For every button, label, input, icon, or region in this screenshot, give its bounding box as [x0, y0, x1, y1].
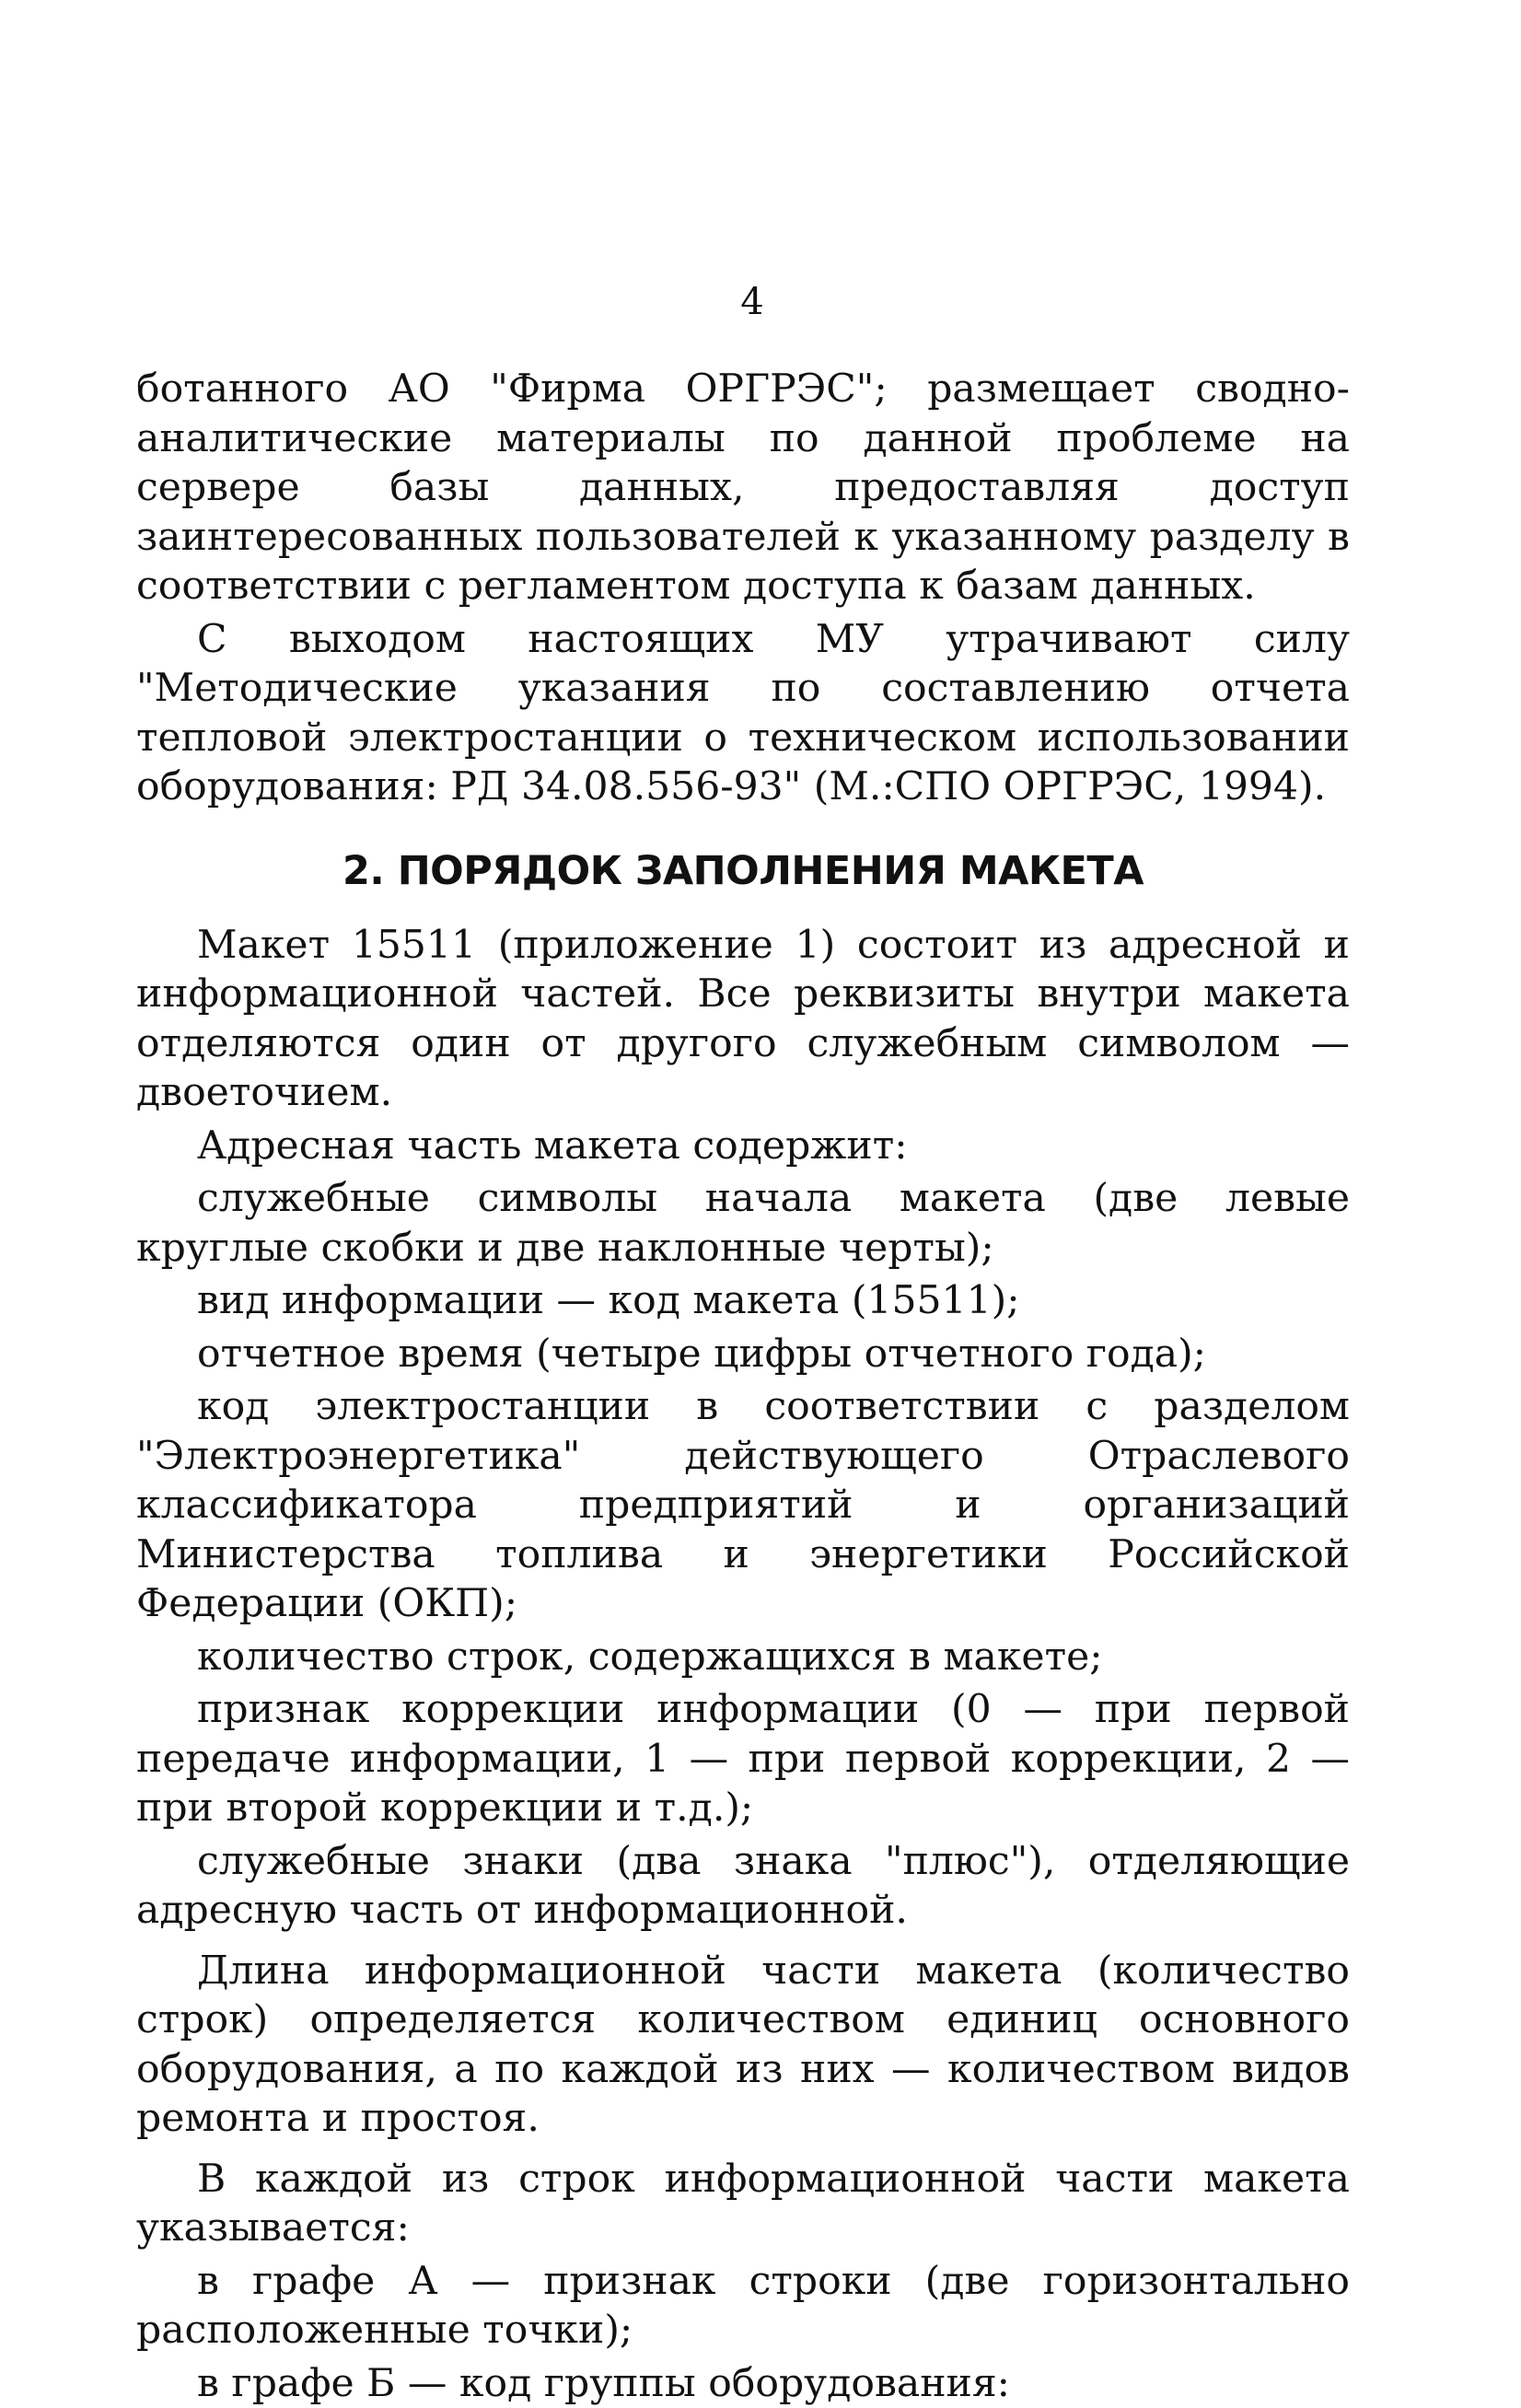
list-item: код электростанции в соответствии с разделом "Электроэнергетика" действующего Отраслевого классификатора предприятий и организаций Министерства топлива и энергетики Российской Федерации (ОКП); — [136, 1382, 1350, 1629]
list-item: служебные символы начала макета (две левые круглые скобки и две наклонные черты); — [136, 1174, 1350, 1273]
paragraph-info-length: Длина информационной части макета (количество строк) определяется количеством единиц основного оборудования, а по каждой из них — количеством видов ремонта и простоя. — [136, 1947, 1350, 2144]
paragraph-row-contents: В каждой из строк информационной части макета указывается: — [136, 2155, 1350, 2253]
list-item: вид информации — код макета (15511); — [136, 1276, 1350, 1326]
list-item: отчетное время (четыре цифры отчетного года); — [136, 1330, 1350, 1379]
paragraph-continuation: ботанного АО "Фирма ОРГРЭС"; размещает сводно-аналитические материалы по данной проблеме на сервере базы данных, предоставляя доступ заинтересованных пользователей к указанному разделу в соответствии с регламентом доступа к базам данных. — [136, 365, 1350, 611]
list-item: в графе Б — код группы оборудования: — [136, 2359, 1350, 2408]
list-item: количество строк, содержащихся в макете; — [136, 1633, 1350, 1682]
list-item: служебные знаки (два знака "плюс"), отделяющие адресную часть от информационной. — [136, 1837, 1350, 1936]
paragraph-layout-structure: Макет 15511 (приложение 1) состоит из адресной и информационной частей. Все реквизиты внутри макета отделяются один от другого служебным символом — двоеточием. — [136, 921, 1350, 1118]
page-number: 4 — [136, 276, 1350, 328]
paragraph-address-part-intro: Адресная часть макета содержит: — [136, 1122, 1350, 1171]
section-heading: 2. ПОРЯДОК ЗАПОЛНЕНИЯ МАКЕТА — [136, 845, 1350, 897]
paragraph-supersedes: С выходом настоящих МУ утрачивают силу "Методические указания по составлению отчета тепловой электростанции о техническом использовании оборудования: РД 34.08.556-93" (М.:СПО ОРГРЭС, 1994). — [136, 615, 1350, 812]
list-item: признак коррекции информации (0 — при первой передаче информации, 1 — при первой коррекции, 2 — при второй коррекции и т.д.); — [136, 1685, 1350, 1833]
list-item: в графе А — признак строки (две горизонтально расположенные точки); — [136, 2257, 1350, 2356]
document-page — [136, 276, 1350, 2408]
